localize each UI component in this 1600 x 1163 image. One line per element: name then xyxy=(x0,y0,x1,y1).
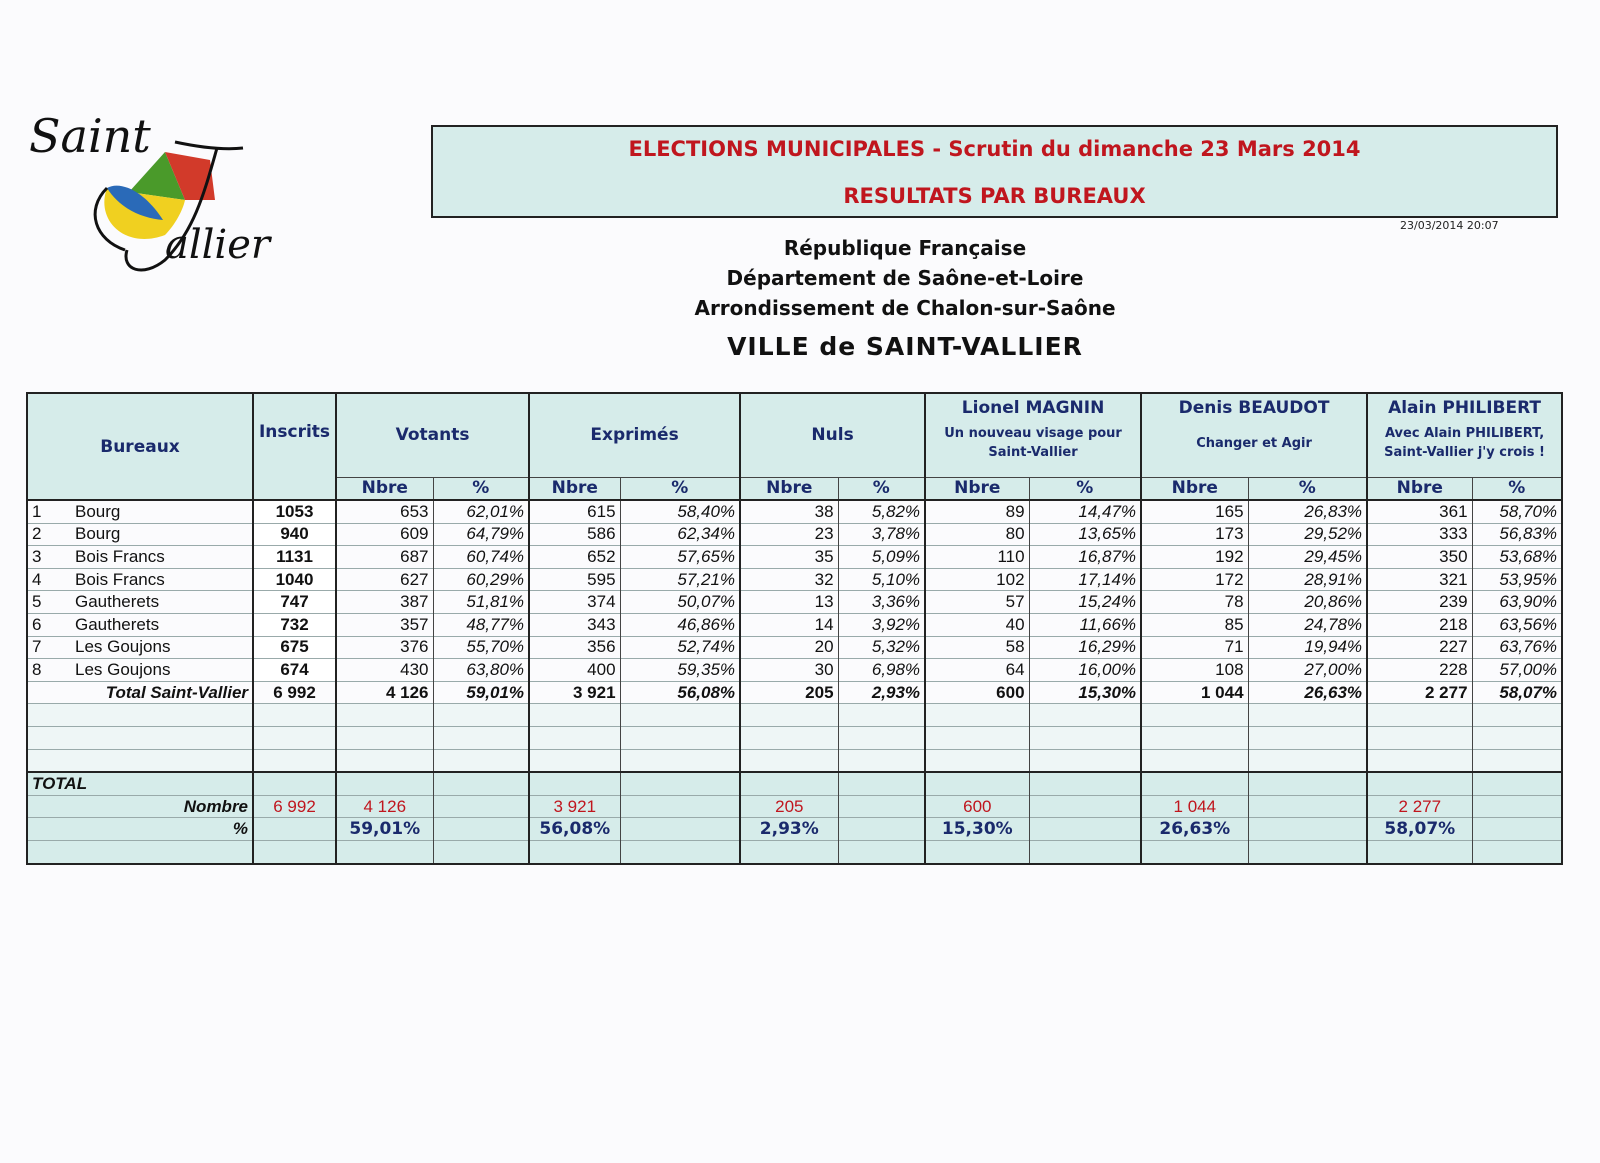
bureau-exprimes-pct: 57,65% xyxy=(620,546,740,569)
bureau-nuls: 23 xyxy=(740,523,838,546)
subheader-exprimes-nbre: Nbre xyxy=(529,477,620,500)
bureau-c2-pct: 19,94% xyxy=(1248,636,1367,659)
bureau-exprimes-pct: 59,35% xyxy=(620,659,740,682)
bureau-c1-pct: 14,47% xyxy=(1029,500,1141,523)
grand-total-c3: 2 277 xyxy=(1367,795,1472,818)
table-row xyxy=(27,636,1562,659)
bureau-nuls: 30 xyxy=(740,659,838,682)
bureau-c3-votes: 361 xyxy=(1367,500,1472,523)
grand-total-title-row xyxy=(27,772,1562,795)
bureau-nuls-pct: 3,78% xyxy=(838,523,925,546)
bureau-number: 7 xyxy=(27,636,71,659)
bureau-c2-votes: 165 xyxy=(1141,500,1248,523)
header-bureaux: Bureaux xyxy=(27,393,253,500)
bureau-c2-pct: 27,00% xyxy=(1248,659,1367,682)
header-exprimes: Exprimés xyxy=(529,393,740,477)
bureau-votants: 376 xyxy=(336,636,433,659)
bureau-c1-pct: 16,00% xyxy=(1029,659,1141,682)
table-row xyxy=(27,568,1562,591)
bureau-c1-pct: 16,29% xyxy=(1029,636,1141,659)
bureau-nuls: 32 xyxy=(740,568,838,591)
grand-total-c1-pct: 15,30% xyxy=(925,818,1029,841)
bureau-votants-pct: 63,80% xyxy=(433,659,529,682)
bureau-inscrits: 732 xyxy=(253,614,336,637)
bureau-c3-pct: 58,70% xyxy=(1472,500,1562,523)
bureau-c3-votes: 333 xyxy=(1367,523,1472,546)
bureau-c2-pct: 29,52% xyxy=(1248,523,1367,546)
bureau-c2-votes: 71 xyxy=(1141,636,1248,659)
results-table xyxy=(26,392,1563,865)
bureau-nuls: 20 xyxy=(740,636,838,659)
candidate-2-name: Denis BEAUDOT xyxy=(1178,398,1330,418)
republic-line: République Française xyxy=(783,236,1027,260)
bureau-votants-pct: 60,29% xyxy=(433,568,529,591)
bureau-c1-votes: 110 xyxy=(925,546,1029,569)
bureau-c1-votes: 89 xyxy=(925,500,1029,523)
bureau-c2-pct: 24,78% xyxy=(1248,614,1367,637)
bureau-c3-votes: 227 xyxy=(1367,636,1472,659)
total-sv-inscrits: 6 992 xyxy=(253,681,336,704)
bureau-c2-pct: 29,45% xyxy=(1248,546,1367,569)
table-header-row xyxy=(27,393,1562,477)
bureau-nuls-pct: 5,10% xyxy=(838,568,925,591)
subheader-votants-nbre: Nbre xyxy=(336,477,433,500)
bureau-c1-votes: 58 xyxy=(925,636,1029,659)
bureau-exprimes: 595 xyxy=(529,568,620,591)
candidate-3-name: Alain PHILIBERT xyxy=(1388,398,1542,418)
bureau-inscrits: 747 xyxy=(253,591,336,614)
bureau-c1-pct: 16,87% xyxy=(1029,546,1141,569)
table-row xyxy=(27,614,1562,637)
subheader-exprimes-pct: % xyxy=(620,477,740,500)
grand-total-pct-row xyxy=(27,818,1562,841)
bureau-number: 2 xyxy=(27,523,71,546)
bureau-inscrits: 675 xyxy=(253,636,336,659)
bureau-rows xyxy=(27,500,1562,681)
grand-total-c3-pct: 58,07% xyxy=(1367,818,1472,841)
bureau-nuls: 13 xyxy=(740,591,838,614)
print-timestamp: 23/03/2014 20:07 xyxy=(1400,219,1499,232)
bureau-nuls-pct: 3,92% xyxy=(838,614,925,637)
table-row xyxy=(27,546,1562,569)
bureau-c3-votes: 321 xyxy=(1367,568,1472,591)
bureau-c3-votes: 228 xyxy=(1367,659,1472,682)
results-subtitle: RESULTATS PAR BUREAUX xyxy=(843,184,1146,208)
bureau-c2-votes: 192 xyxy=(1141,546,1248,569)
subheader-votants-pct: % xyxy=(433,477,529,500)
grand-total-nombre-label: Nombre xyxy=(27,795,253,818)
bureau-c3-votes: 239 xyxy=(1367,591,1472,614)
bureau-nuls-pct: 5,82% xyxy=(838,500,925,523)
grand-total-exprimes-pct: 56,08% xyxy=(529,818,620,841)
bureau-number: 1 xyxy=(27,500,71,523)
bureau-name: Gautherets xyxy=(75,592,160,612)
bureau-name: Bourg xyxy=(75,501,121,521)
bureau-name: Les Goujons xyxy=(75,637,171,657)
bureau-c1-pct: 15,24% xyxy=(1029,591,1141,614)
grand-total-c2-pct: 26,63% xyxy=(1141,818,1248,841)
bureau-c1-pct: 11,66% xyxy=(1029,614,1141,637)
bureau-votants-pct: 60,74% xyxy=(433,546,529,569)
bureau-c2-pct: 28,91% xyxy=(1248,568,1367,591)
election-title: ELECTIONS MUNICIPALES - Scrutin du dimanche 23 Mars 2014 xyxy=(628,137,1361,161)
total-sv-c2-pct: 26,63% xyxy=(1248,681,1367,704)
subheader-nuls-pct: % xyxy=(838,477,925,500)
bureau-number: 4 xyxy=(27,568,71,591)
logo-word-vallier: allier xyxy=(165,222,271,268)
bureau-c1-votes: 102 xyxy=(925,568,1029,591)
bureau-votants: 609 xyxy=(336,523,433,546)
total-saint-vallier-row xyxy=(27,681,1562,704)
bureau-number: 6 xyxy=(27,614,71,637)
header-candidate-3 xyxy=(1367,393,1562,477)
bureau-c1-votes: 80 xyxy=(925,523,1029,546)
total-sv-c1: 600 xyxy=(925,681,1029,704)
grand-total-pct-label: % xyxy=(27,818,253,841)
bureau-votants-pct: 48,77% xyxy=(433,614,529,637)
table-row xyxy=(27,591,1562,614)
bureau-c3-pct: 56,83% xyxy=(1472,523,1562,546)
bureau-c1-votes: 57 xyxy=(925,591,1029,614)
total-sv-votants: 4 126 xyxy=(336,681,433,704)
bureau-c3-votes: 350 xyxy=(1367,546,1472,569)
bureau-name: Bois Francs xyxy=(75,547,165,567)
bureau-exprimes-pct: 50,07% xyxy=(620,591,740,614)
arrondissement-line: Arrondissement de Chalon-sur-Saône xyxy=(694,296,1116,320)
bureau-c2-votes: 172 xyxy=(1141,568,1248,591)
bureau-number: 8 xyxy=(27,659,71,682)
bureau-number: 3 xyxy=(27,546,71,569)
logo-word-saint: Saint xyxy=(29,109,151,163)
department-line: Département de Saône-et-Loire xyxy=(726,266,1084,290)
candidate-1-slogan: Un nouveau visage pour Saint-Vallier xyxy=(944,426,1122,460)
grand-total-votants: 4 126 xyxy=(336,795,433,818)
bureau-inscrits: 1053 xyxy=(253,500,336,523)
grand-total-inscrits: 6 992 xyxy=(253,795,336,818)
bureau-exprimes-pct: 52,74% xyxy=(620,636,740,659)
total-sv-label: Total Saint-Vallier xyxy=(27,681,253,704)
bureau-c2-pct: 26,83% xyxy=(1248,500,1367,523)
bureau-c2-pct: 20,86% xyxy=(1248,591,1367,614)
bureau-c3-pct: 57,00% xyxy=(1472,659,1562,682)
header-votants: Votants xyxy=(336,393,529,477)
subheader-nuls-nbre: Nbre xyxy=(740,477,838,500)
bureau-c3-pct: 63,90% xyxy=(1472,591,1562,614)
bureau-c3-pct: 53,68% xyxy=(1472,546,1562,569)
bureau-c3-pct: 63,76% xyxy=(1472,636,1562,659)
candidate-1-name: Lionel MAGNIN xyxy=(961,398,1105,418)
bureau-name: Bourg xyxy=(75,524,121,544)
grand-total-nuls: 205 xyxy=(740,795,838,818)
bureau-exprimes-pct: 46,86% xyxy=(620,614,740,637)
bureau-nuls-pct: 3,36% xyxy=(838,591,925,614)
subheader-c3-nbre: Nbre xyxy=(1367,477,1472,500)
bureau-number: 5 xyxy=(27,591,71,614)
bureau-exprimes: 356 xyxy=(529,636,620,659)
city-title: VILLE de SAINT-VALLIER xyxy=(727,332,1083,361)
total-sv-c2: 1 044 xyxy=(1141,681,1248,704)
bureau-exprimes: 586 xyxy=(529,523,620,546)
bureau-votants-pct: 55,70% xyxy=(433,636,529,659)
blank-row xyxy=(27,727,1562,750)
bureau-c2-votes: 78 xyxy=(1141,591,1248,614)
total-sv-c1-pct: 15,30% xyxy=(1029,681,1141,704)
bureau-nuls: 35 xyxy=(740,546,838,569)
bureau-votants: 430 xyxy=(336,659,433,682)
total-sv-exprimes-pct: 56,08% xyxy=(620,681,740,704)
grand-total-spacer-row xyxy=(27,841,1562,864)
subheader-c1-nbre: Nbre xyxy=(925,477,1029,500)
subheader-c2-pct: % xyxy=(1248,477,1367,500)
bureau-exprimes: 343 xyxy=(529,614,620,637)
bureau-votants-pct: 51,81% xyxy=(433,591,529,614)
bureau-c1-votes: 40 xyxy=(925,614,1029,637)
bureau-exprimes: 652 xyxy=(529,546,620,569)
grand-total-votants-pct: 59,01% xyxy=(336,818,433,841)
logo-graphic xyxy=(25,100,275,280)
grand-total-c1: 600 xyxy=(925,795,1029,818)
grand-total-nombre-row xyxy=(27,795,1562,818)
bureau-nuls-pct: 6,98% xyxy=(838,659,925,682)
candidate-3-slogan: Avec Alain PHILIBERT, Saint-Vallier j'y crois ! xyxy=(1384,426,1545,460)
subheader-c3-pct: % xyxy=(1472,477,1562,500)
bureau-inscrits: 940 xyxy=(253,523,336,546)
bureau-c1-pct: 13,65% xyxy=(1029,523,1141,546)
header-inscrits: Inscrits xyxy=(253,393,336,500)
bureau-c3-pct: 53,95% xyxy=(1472,568,1562,591)
saint-vallier-logo xyxy=(25,100,275,280)
grand-total-label: TOTAL xyxy=(27,772,253,795)
election-title-box xyxy=(431,125,1558,218)
bureau-name: Les Goujons xyxy=(75,660,171,680)
bureau-votants-pct: 62,01% xyxy=(433,500,529,523)
bureau-votants: 357 xyxy=(336,614,433,637)
bureau-name: Gautherets xyxy=(75,614,160,634)
bureau-exprimes-pct: 57,21% xyxy=(620,568,740,591)
grand-total-exprimes: 3 921 xyxy=(529,795,620,818)
bureau-inscrits: 1131 xyxy=(253,546,336,569)
total-sv-votants-pct: 59,01% xyxy=(433,681,529,704)
bureau-c1-pct: 17,14% xyxy=(1029,568,1141,591)
bureau-c3-pct: 63,56% xyxy=(1472,614,1562,637)
bureau-c2-votes: 173 xyxy=(1141,523,1248,546)
bureau-votants: 653 xyxy=(336,500,433,523)
bureau-c2-votes: 85 xyxy=(1141,614,1248,637)
blank-row xyxy=(27,704,1562,727)
header-nuls: Nuls xyxy=(740,393,925,477)
total-sv-c3: 2 277 xyxy=(1367,681,1472,704)
bureau-nuls: 14 xyxy=(740,614,838,637)
bureau-c2-votes: 108 xyxy=(1141,659,1248,682)
bureau-votants: 687 xyxy=(336,546,433,569)
header-candidate-2 xyxy=(1141,393,1367,477)
grand-total-nuls-pct: 2,93% xyxy=(740,818,838,841)
bureau-votants: 627 xyxy=(336,568,433,591)
total-sv-c3-pct: 58,07% xyxy=(1472,681,1562,704)
bureau-votants-pct: 64,79% xyxy=(433,523,529,546)
bureau-exprimes: 400 xyxy=(529,659,620,682)
total-sv-nuls: 205 xyxy=(740,681,838,704)
table-row xyxy=(27,659,1562,682)
subheader-c1-pct: % xyxy=(1029,477,1141,500)
total-sv-exprimes: 3 921 xyxy=(529,681,620,704)
bureau-exprimes: 374 xyxy=(529,591,620,614)
bureau-inscrits: 674 xyxy=(253,659,336,682)
bureau-votants: 387 xyxy=(336,591,433,614)
grand-total-c2: 1 044 xyxy=(1141,795,1248,818)
bureau-exprimes: 615 xyxy=(529,500,620,523)
bureau-exprimes-pct: 62,34% xyxy=(620,523,740,546)
total-sv-nuls-pct: 2,93% xyxy=(838,681,925,704)
subheader-c2-nbre: Nbre xyxy=(1141,477,1248,500)
header-candidate-1 xyxy=(925,393,1141,477)
bureau-exprimes-pct: 58,40% xyxy=(620,500,740,523)
table-row xyxy=(27,523,1562,546)
bureau-nuls: 38 xyxy=(740,500,838,523)
blank-row xyxy=(27,749,1562,772)
table-row xyxy=(27,500,1562,523)
bureau-c3-votes: 218 xyxy=(1367,614,1472,637)
bureau-name: Bois Francs xyxy=(75,569,165,589)
bureau-nuls-pct: 5,32% xyxy=(838,636,925,659)
bureau-nuls-pct: 5,09% xyxy=(838,546,925,569)
candidate-2-slogan: Changer et Agir xyxy=(1196,436,1312,451)
bureau-inscrits: 1040 xyxy=(253,568,336,591)
bureau-c1-votes: 64 xyxy=(925,659,1029,682)
